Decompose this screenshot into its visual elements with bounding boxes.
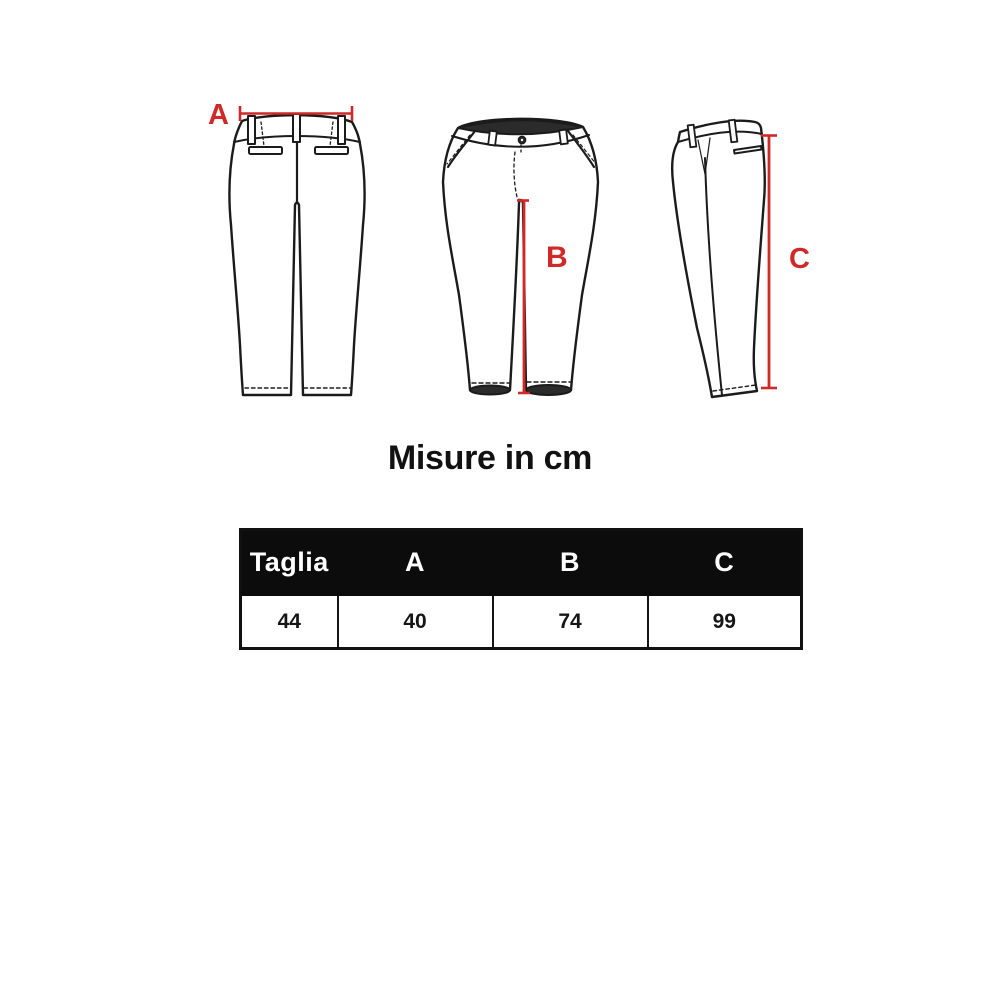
pants-front-view-drawing [430,100,605,400]
size-table-header-taglia: Taglia [241,530,338,596]
size-table-row [241,595,802,649]
page-title: Misure in cm [387,439,593,477]
measure-b-label: B [546,241,568,274]
size-table-cell-a: 40 [338,595,493,649]
size-table-header-row [241,530,802,596]
measure-c-label: C [789,243,810,275]
size-table-header-b: B [493,530,648,596]
size-table-header-a: A [338,530,493,596]
size-table [239,528,803,650]
pants-side-view-drawing [660,108,775,403]
size-table-cell-taglia: 44 [241,595,338,649]
size-table-cell-b: 74 [493,595,648,649]
size-table-cell-c: 99 [648,595,802,649]
measure-a-label: A [208,99,229,131]
size-table-header-c: C [648,530,802,596]
pants-back-view-drawing [205,85,380,405]
